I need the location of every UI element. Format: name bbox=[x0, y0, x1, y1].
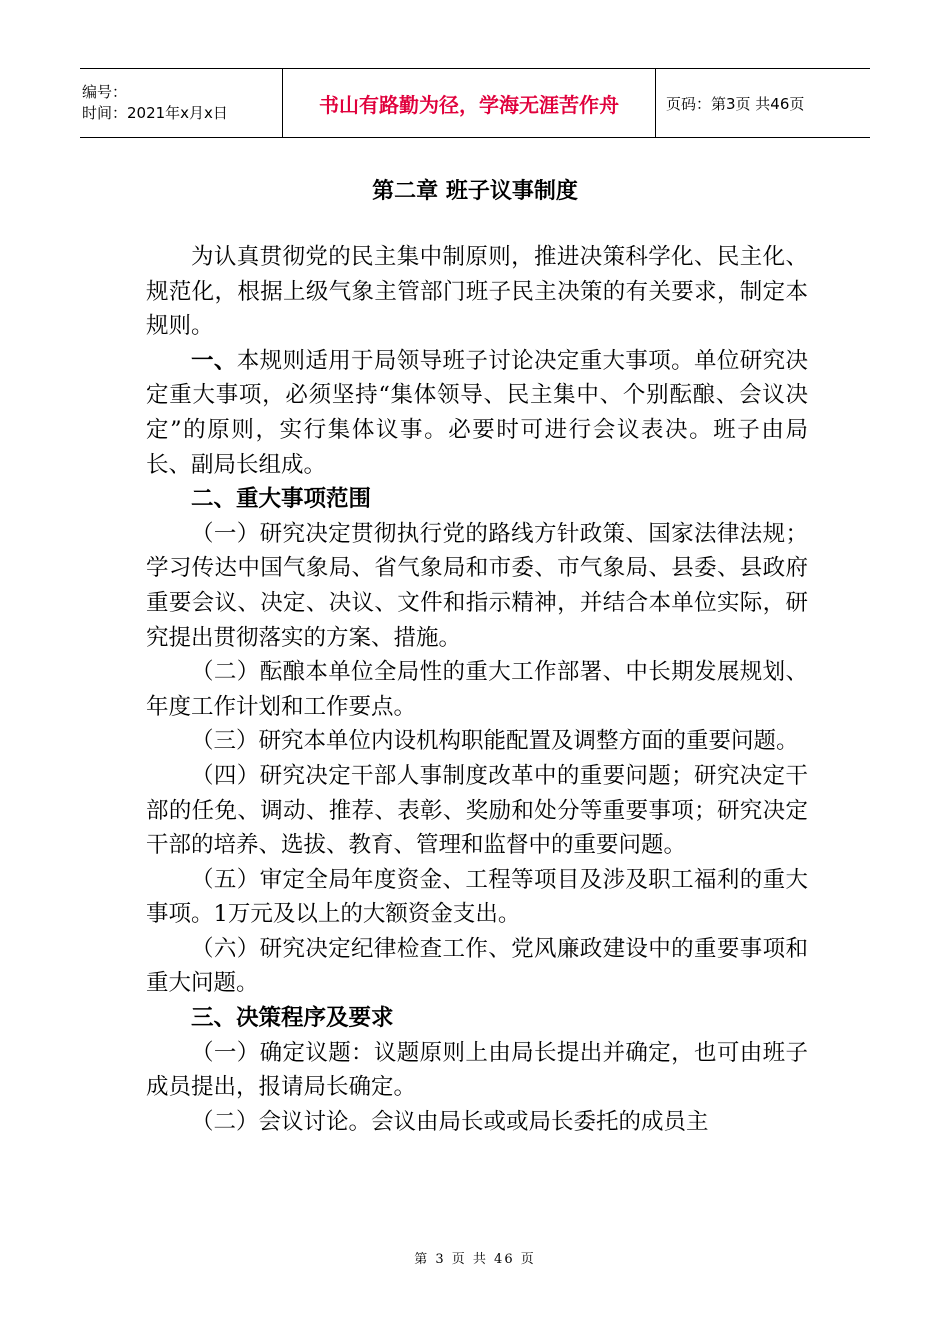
paragraph-item: （一）研究决定贯彻执行党的路线方针政策、国家法律法规；学习传达中国气象局、省气象局和市委、市气象局、县委、县政府重要会议、决定、决议、文件和指示精神，并结合本单位实际，研究提出贯彻落实的方案、措施。 bbox=[146, 520, 808, 651]
paragraph-text: 本规则适用于局领导班子讨论决定重大事项。单位研究决定重大事项，必须坚持“集体领导、民主集中、个别酝酿、会议决定”的原则，实行集体议事。必要时可进行会议表决。班子由局长、副局长组成。 bbox=[146, 347, 808, 478]
paragraph-item: （五）审定全局年度资金、工程等项目及涉及职工福利的重大事项。1万元及以上的大额资金支出。 bbox=[146, 866, 808, 928]
section-heading: 三、决策程序及要求 bbox=[191, 1005, 394, 1032]
section-heading: 二、重大事项范围 bbox=[191, 486, 372, 513]
header-page-info: 页码：第3页 共46页 bbox=[666, 94, 805, 113]
page-footer: 第 3 页 共 46 页 bbox=[414, 1252, 536, 1267]
paragraph-intro: 为认真贯彻党的民主集中制原则，推进决策科学化、民主化、规范化，根据上级气象主管部门班子民主决策的有关要求，制定本规则。 bbox=[146, 244, 808, 340]
paragraph-item: （一）确定议题：议题原则上由局长提出并确定，也可由班子成员提出，报请局长确定。 bbox=[146, 1039, 808, 1101]
number-label: 编号： bbox=[82, 83, 128, 101]
header-motto: 书山有路勤为径，学海无涯苦作舟 bbox=[282, 69, 656, 137]
paragraph-rule-1 bbox=[146, 344, 808, 482]
header-meta bbox=[80, 69, 282, 137]
paragraph-item: （二）酝酿本单位全局性的重大工作部署、中长期发展规划、年度工作计划和工作要点。 bbox=[146, 659, 808, 720]
paragraph-item: （四）研究决定干部人事制度改革中的重要问题；研究决定干部的任免、调动、推荐、表彰、奖励和处分等重要事项；研究决定干部的培养、选拔、教育、管理和监督中的重要问题。 bbox=[146, 762, 808, 859]
paragraph-item: （三）研究本单位内设机构职能配置及调整方面的重要问题。 bbox=[191, 728, 799, 755]
date-label: 时间：2021年x月x日 bbox=[82, 104, 228, 122]
chapter-title: 第二章 班子议事制度 bbox=[372, 179, 578, 204]
document-body bbox=[146, 240, 808, 1139]
paragraph-item: （六）研究决定纪律检查工作、党风廉政建设中的重要事项和重大问题。 bbox=[146, 935, 808, 997]
paragraph-lead: 一、 bbox=[191, 347, 237, 374]
paragraph-item: （二）会议讨论。会议由局长或或局长委托的成员主 bbox=[191, 1108, 709, 1135]
page-header bbox=[80, 68, 870, 138]
